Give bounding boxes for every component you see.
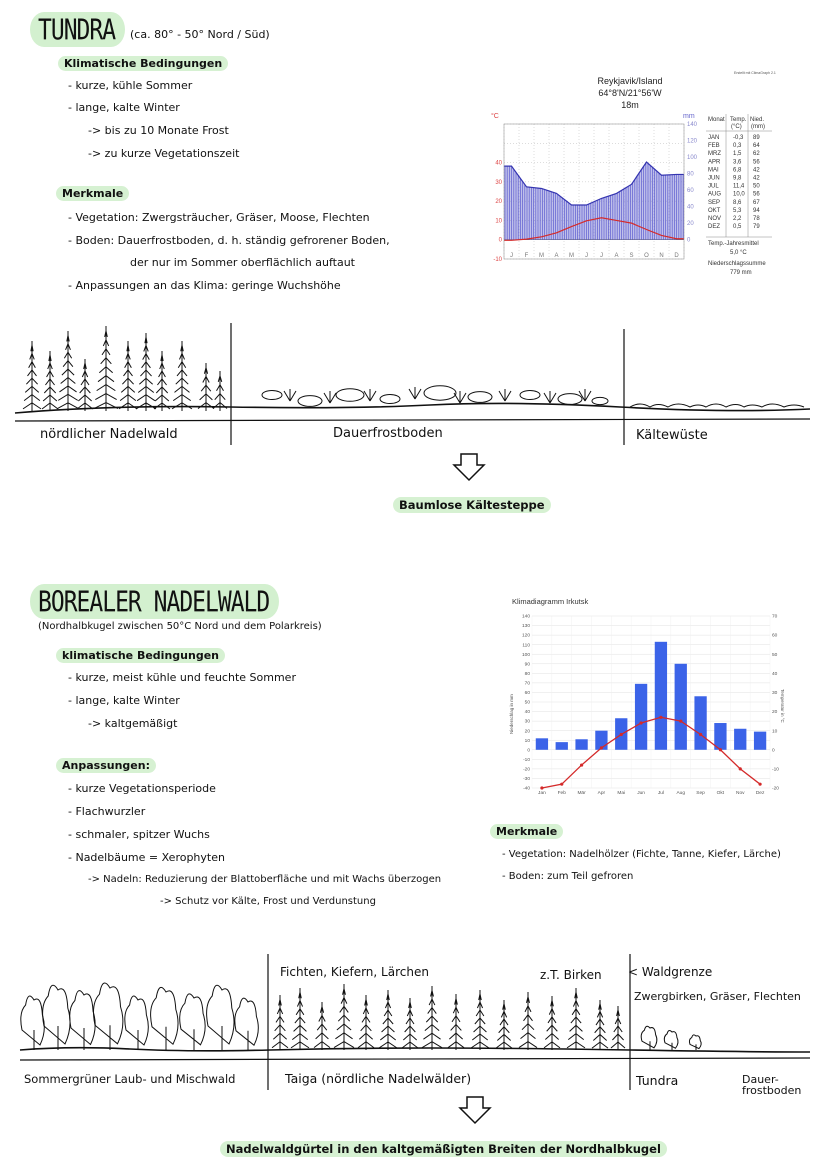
table-cell: JUN xyxy=(708,175,720,182)
grass-sketch xyxy=(364,389,376,401)
boreal-klima-heading: klimatische Bedingungen xyxy=(56,648,225,663)
tree-sketch xyxy=(154,351,170,411)
tick-label: -10 xyxy=(523,757,530,763)
shrub-sketch xyxy=(592,397,608,404)
tick-label: 60 xyxy=(524,691,530,697)
table-cell: JAN xyxy=(708,135,720,141)
tick-label: 110 xyxy=(522,643,530,649)
shrub-sketch xyxy=(336,389,364,402)
table-cell: 78 xyxy=(753,216,760,222)
tree-sketch xyxy=(291,988,309,1050)
shrub-sketch xyxy=(520,391,540,400)
chart-sum-value: 779 mm xyxy=(730,270,752,276)
tree-sketch xyxy=(94,983,123,1050)
down-arrow-icon xyxy=(457,1095,493,1125)
profile-label-dauerfrostboden: Dauerfrostboden xyxy=(333,426,443,441)
table-cell: FEB xyxy=(708,143,720,150)
tree-sketch xyxy=(358,995,374,1050)
month-tick: Sep xyxy=(696,791,705,796)
temp-point xyxy=(659,716,662,719)
table-cell: 50 xyxy=(753,183,760,190)
month-tick: N xyxy=(659,253,664,259)
tree-sketch xyxy=(402,998,418,1050)
chart-corner-note: Erstellt mit ClimaGraph 2.1 xyxy=(734,71,776,75)
table-cell: 94 xyxy=(753,207,760,214)
boreal-conclusion: Nadelwaldgürtel in den kaltgemäßigten Breiten der Nordhalbkugel xyxy=(220,1141,667,1157)
shrub-sketch xyxy=(262,391,282,400)
tundra-merkmal-item: - Vegetation: Zwergsträucher, Gräser, Moose, Flechten xyxy=(68,211,370,224)
tree-sketch xyxy=(471,990,489,1050)
table-cell: JUL xyxy=(708,183,719,190)
profile-label-laubwald: Sommergrüner Laub- und Mischwald xyxy=(24,1072,236,1086)
chart-mean-label: Temp.-Jahresmittel xyxy=(708,241,759,247)
tree-sketch xyxy=(57,331,79,411)
precip-bar xyxy=(675,664,687,750)
tick-label: 30 xyxy=(495,179,502,186)
table-cell: 62 xyxy=(753,151,760,158)
shrub-sketch xyxy=(558,394,582,405)
tick-label: 60 xyxy=(687,188,694,195)
month-tick: D xyxy=(674,253,679,259)
tick-label: 120 xyxy=(687,138,698,145)
table-cell: 5,3 xyxy=(733,207,742,214)
tick-label: 20 xyxy=(524,729,530,735)
tick-label: -20 xyxy=(523,767,530,773)
table-cell: 42 xyxy=(753,167,760,174)
tundra-klima-item: - lange, kalte Winter xyxy=(68,101,180,114)
irkutsk-climate-chart xyxy=(506,594,788,800)
irkutsk-ylabel: Niederschlag in mm xyxy=(509,694,514,734)
tree-sketch xyxy=(422,986,442,1050)
tick-label: 0 xyxy=(772,748,775,754)
tick-label: 60 xyxy=(772,633,778,639)
table-cell: 10,0 xyxy=(733,191,745,198)
temp-point xyxy=(600,746,603,749)
table-cell: 0,3 xyxy=(733,143,742,150)
tree-sketch xyxy=(213,371,227,411)
boreal-anpassung-item: - schmaler, spitzer Wuchs xyxy=(68,828,210,841)
temp-point xyxy=(580,763,583,766)
tree-sketch xyxy=(611,1006,625,1050)
table-cell: AUG xyxy=(708,191,722,198)
table-cell: 79 xyxy=(753,224,760,231)
tundra-merkmal-item: - Anpassungen an das Klima: geringe Wuchshöhe xyxy=(68,279,341,292)
month-tick: J xyxy=(600,253,603,259)
irkutsk-y2label: Temperatur in °C xyxy=(780,689,785,723)
table-cell: 3,6 xyxy=(733,159,742,166)
temp-point xyxy=(639,721,642,724)
tick-label: 90 xyxy=(524,662,530,668)
tick-label: 40 xyxy=(772,671,778,677)
chart-mean-value: 5,0 °C xyxy=(730,250,747,256)
month-tick: Jul xyxy=(657,791,664,796)
tick-label: -10 xyxy=(493,257,502,263)
month-tick: M xyxy=(539,253,544,259)
tree-sketch xyxy=(379,990,397,1050)
tick-label: 100 xyxy=(687,155,698,162)
precip-bar xyxy=(655,642,667,750)
grass-sketch xyxy=(324,391,336,403)
temp-point xyxy=(540,786,543,789)
boreal-anpassung-item: -> Nadeln: Reduzierung der Blattoberfläche und mit Wachs überzogen xyxy=(88,874,442,885)
tick-label: 30 xyxy=(772,691,778,697)
month-tick: Jun xyxy=(637,791,645,796)
tree-sketch xyxy=(70,991,95,1050)
table-cell: 42 xyxy=(753,175,760,182)
month-tick: Dez xyxy=(755,791,765,796)
table-cell: 0,5 xyxy=(733,224,742,231)
table-cell: 6,8 xyxy=(733,167,742,174)
temp-point xyxy=(719,748,722,751)
boreal-anpassungen-heading: Anpassungen: xyxy=(56,758,156,773)
boreal-anpassung-item: - Flachwurzler xyxy=(68,805,146,818)
tree-sketch xyxy=(519,992,537,1050)
tick-label: 140 xyxy=(521,614,530,620)
tick-label: 70 xyxy=(772,614,778,620)
temp-point xyxy=(620,733,623,736)
tundra-merkmal-item: - Boden: Dauerfrostboden, d. h. ständig gefrorener Boden, xyxy=(68,234,390,247)
month-tick: Jan xyxy=(538,791,546,796)
tree-sketch xyxy=(641,1026,657,1050)
tree-sketch xyxy=(94,326,118,411)
boreal-klima-item: - kurze, meist kühle und feuchte Sommer xyxy=(68,671,296,684)
tree-sketch xyxy=(119,341,137,411)
tick-label: 20 xyxy=(495,199,502,206)
tick-label: 70 xyxy=(524,681,530,687)
profile-label-taiga: Taiga (nördliche Nadelwälder) xyxy=(285,1071,472,1086)
month-tick: O xyxy=(644,253,649,259)
tick-label: 0 xyxy=(498,237,502,244)
shrub-sketch xyxy=(468,392,492,403)
tree-sketch xyxy=(207,985,234,1050)
table-unit: (°C) xyxy=(731,124,742,130)
table-cell: OKT xyxy=(708,207,721,214)
table-cell: 89 xyxy=(753,135,760,141)
precip-bar xyxy=(734,729,746,750)
table-header: Nied. xyxy=(750,117,765,123)
shrub-sketch xyxy=(380,395,400,404)
month-tick: Okt xyxy=(716,791,725,796)
boreal-merkmale-heading: Merkmale xyxy=(490,824,563,839)
tree-sketch xyxy=(496,1000,512,1050)
month-tick: M xyxy=(569,253,574,259)
precip-bar xyxy=(754,732,766,750)
tree-sketch xyxy=(567,988,585,1050)
boreal-anpassung-item: - kurze Vegetationsperiode xyxy=(68,782,216,795)
tree-sketch xyxy=(151,987,178,1050)
tree-sketch xyxy=(664,1031,678,1050)
tundra-klima-heading: Klimatische Bedingungen xyxy=(58,56,228,71)
month-tick: Nov xyxy=(735,791,745,796)
profile-label-line: Dauer- xyxy=(742,1073,779,1086)
temp-point xyxy=(560,783,563,786)
chart-temp-unit: °C xyxy=(491,113,499,120)
temp-point xyxy=(758,783,761,786)
tick-label: 80 xyxy=(687,171,694,178)
tree-sketch xyxy=(23,341,41,411)
table-cell: 67 xyxy=(753,199,760,206)
month-tick: Mai xyxy=(617,791,626,796)
tick-label: 30 xyxy=(524,719,530,725)
boreal-top-label: Zwergbirken, Gräser, Flechten xyxy=(634,990,801,1003)
table-header: Temp. xyxy=(730,117,747,123)
tree-sketch xyxy=(180,994,205,1050)
table-cell: MAI xyxy=(708,167,719,174)
climate-table xyxy=(706,114,772,237)
chart-title: Reykjavik/Island xyxy=(597,76,663,86)
tick-label: 40 xyxy=(524,710,530,716)
table-cell: 56 xyxy=(753,191,760,198)
tree-sketch xyxy=(235,998,259,1050)
shrub-sketch xyxy=(424,386,456,400)
tundra-conclusion: Baumlose Kältesteppe xyxy=(393,497,551,513)
tree-sketch xyxy=(334,984,354,1050)
grass-sketch xyxy=(544,391,556,403)
precip-bar xyxy=(635,684,647,750)
table-cell: APR xyxy=(708,159,721,166)
tundra-merkmale-heading: Merkmale xyxy=(56,186,129,201)
tick-label: 130 xyxy=(521,624,530,630)
tundra-merkmal-item: der nur im Sommer oberflächlich auftaut xyxy=(130,256,355,269)
tundra-klima-item: - kurze, kühle Sommer xyxy=(68,79,193,92)
tick-label: 40 xyxy=(495,160,502,167)
tick-label: 100 xyxy=(521,652,530,658)
tundra-klima-item: -> zu kurze Vegetationszeit xyxy=(88,147,240,160)
chart-title: Klimadiagramm Irkutsk xyxy=(512,597,589,606)
tick-label: -20 xyxy=(772,786,779,792)
tree-sketch xyxy=(198,363,214,411)
boreal-merkmal-item: - Boden: zum Teil gefroren xyxy=(502,871,634,882)
chart-coords: 64°8'N/21°56'W xyxy=(598,88,662,98)
tree-sketch xyxy=(272,995,288,1050)
tick-label: 140 xyxy=(687,122,698,128)
tree-sketch xyxy=(43,985,70,1050)
tree-sketch xyxy=(544,996,560,1050)
tick-label: -30 xyxy=(523,777,530,783)
tick-label: 0 xyxy=(687,237,691,244)
table-cell: 64 xyxy=(753,143,760,150)
tree-sketch xyxy=(125,996,149,1050)
tree-sketch xyxy=(172,341,192,411)
precip-bar xyxy=(575,739,587,750)
boreal-top-label: z.T. Birken xyxy=(540,968,602,982)
profile-label-tundra: Tundra xyxy=(636,1073,679,1088)
profile-label-dauerfrost xyxy=(742,1074,801,1096)
tick-label: -40 xyxy=(523,786,530,792)
table-cell: MRZ xyxy=(708,151,721,158)
chart-elevation: 18m xyxy=(621,100,639,110)
month-tick: J xyxy=(510,253,513,259)
tree-sketch xyxy=(448,994,464,1050)
month-tick: A xyxy=(614,253,619,259)
tundra-title: TUNDRA xyxy=(30,12,125,47)
temp-point xyxy=(739,767,742,770)
tick-label: 50 xyxy=(772,652,778,658)
chart-sum-label: Niederschlagssumme xyxy=(708,261,766,267)
reykjavik-climate-chart xyxy=(482,62,782,282)
tree-sketch xyxy=(21,996,45,1050)
temp-point xyxy=(699,733,702,736)
temp-point xyxy=(679,720,682,723)
table-unit: (mm) xyxy=(751,124,765,130)
month-tick: F xyxy=(524,253,529,259)
tick-label: 0 xyxy=(527,748,530,754)
profile-label-line: frostboden xyxy=(742,1084,802,1097)
tree-sketch xyxy=(136,333,156,411)
tree-sketch xyxy=(42,351,58,411)
table-cell: 56 xyxy=(753,159,760,166)
month-tick: Feb xyxy=(557,791,566,796)
grass-sketch xyxy=(284,389,296,401)
table-cell: -0,3 xyxy=(733,135,744,141)
tick-label: 50 xyxy=(524,700,530,706)
table-cell: 1,5 xyxy=(733,151,742,158)
precip-bar xyxy=(694,696,706,750)
profile-label-nadelwald: nördlicher Nadelwald xyxy=(40,427,178,442)
tree-sketch xyxy=(689,1035,701,1050)
month-tick: Apr xyxy=(597,791,606,796)
down-arrow-icon xyxy=(451,452,487,482)
tick-label: 80 xyxy=(524,671,530,677)
boreal-anpassung-item: - Nadelbäume = Xerophyten xyxy=(68,851,225,864)
profile-label-kaeltewueste: Kältewüste xyxy=(636,428,708,443)
table-cell: SEP xyxy=(708,199,721,206)
tick-label: 20 xyxy=(772,710,778,716)
tree-sketch xyxy=(592,1000,608,1050)
month-tick: J xyxy=(585,253,588,259)
grass-sketch xyxy=(499,389,511,401)
precip-bar xyxy=(556,742,568,750)
month-tick: Mär xyxy=(577,791,586,796)
boreal-subtitle: (Nordhalbkugel zwischen 50°C Nord und dem Polarkreis) xyxy=(38,621,322,632)
tree-sketch xyxy=(314,1002,330,1050)
boreal-title: BOREALER NADELWALD xyxy=(30,584,279,619)
tick-label: -10 xyxy=(772,767,779,773)
table-cell: 8,6 xyxy=(733,199,742,206)
grass-sketch xyxy=(579,389,591,401)
chart-precip-unit: mm xyxy=(683,113,695,120)
tick-label: 10 xyxy=(524,738,530,744)
boreal-anpassung-item: -> Schutz vor Kälte, Frost und Verdunstung xyxy=(160,896,376,907)
precip-bar xyxy=(536,738,548,749)
tick-label: 40 xyxy=(687,204,694,211)
table-header: Monat xyxy=(708,117,725,123)
chart-precip-area xyxy=(504,162,684,240)
month-tick: A xyxy=(554,253,559,259)
table-cell: 2,2 xyxy=(733,216,742,222)
shrub-sketch xyxy=(298,396,322,407)
table-cell: 9,8 xyxy=(733,175,742,182)
month-tick: S xyxy=(629,253,634,259)
boreal-top-label: < Waldgrenze xyxy=(628,965,713,979)
tick-label: 120 xyxy=(521,633,530,639)
tick-label: 10 xyxy=(772,729,778,735)
tundra-subtitle: (ca. 80° - 50° Nord / Süd) xyxy=(130,28,270,41)
month-tick: Aug xyxy=(676,791,686,796)
boreal-klima-item: - lange, kalte Winter xyxy=(68,694,180,707)
table-cell: NOV xyxy=(708,216,722,222)
tundra-klima-item: -> bis zu 10 Monate Frost xyxy=(88,124,229,137)
table-cell: DEZ xyxy=(708,224,720,231)
boreal-klima-item: -> kaltgemäßigt xyxy=(88,717,178,730)
boreal-merkmal-item: - Vegetation: Nadelhölzer (Fichte, Tanne, Kiefer, Lärche) xyxy=(502,849,781,860)
tick-label: 10 xyxy=(495,218,502,225)
boreal-top-label: Fichten, Kiefern, Lärchen xyxy=(280,965,429,979)
tree-sketch xyxy=(77,359,93,411)
tick-label: 20 xyxy=(687,221,694,228)
table-cell: 11,4 xyxy=(733,183,745,190)
grass-sketch xyxy=(409,387,421,399)
